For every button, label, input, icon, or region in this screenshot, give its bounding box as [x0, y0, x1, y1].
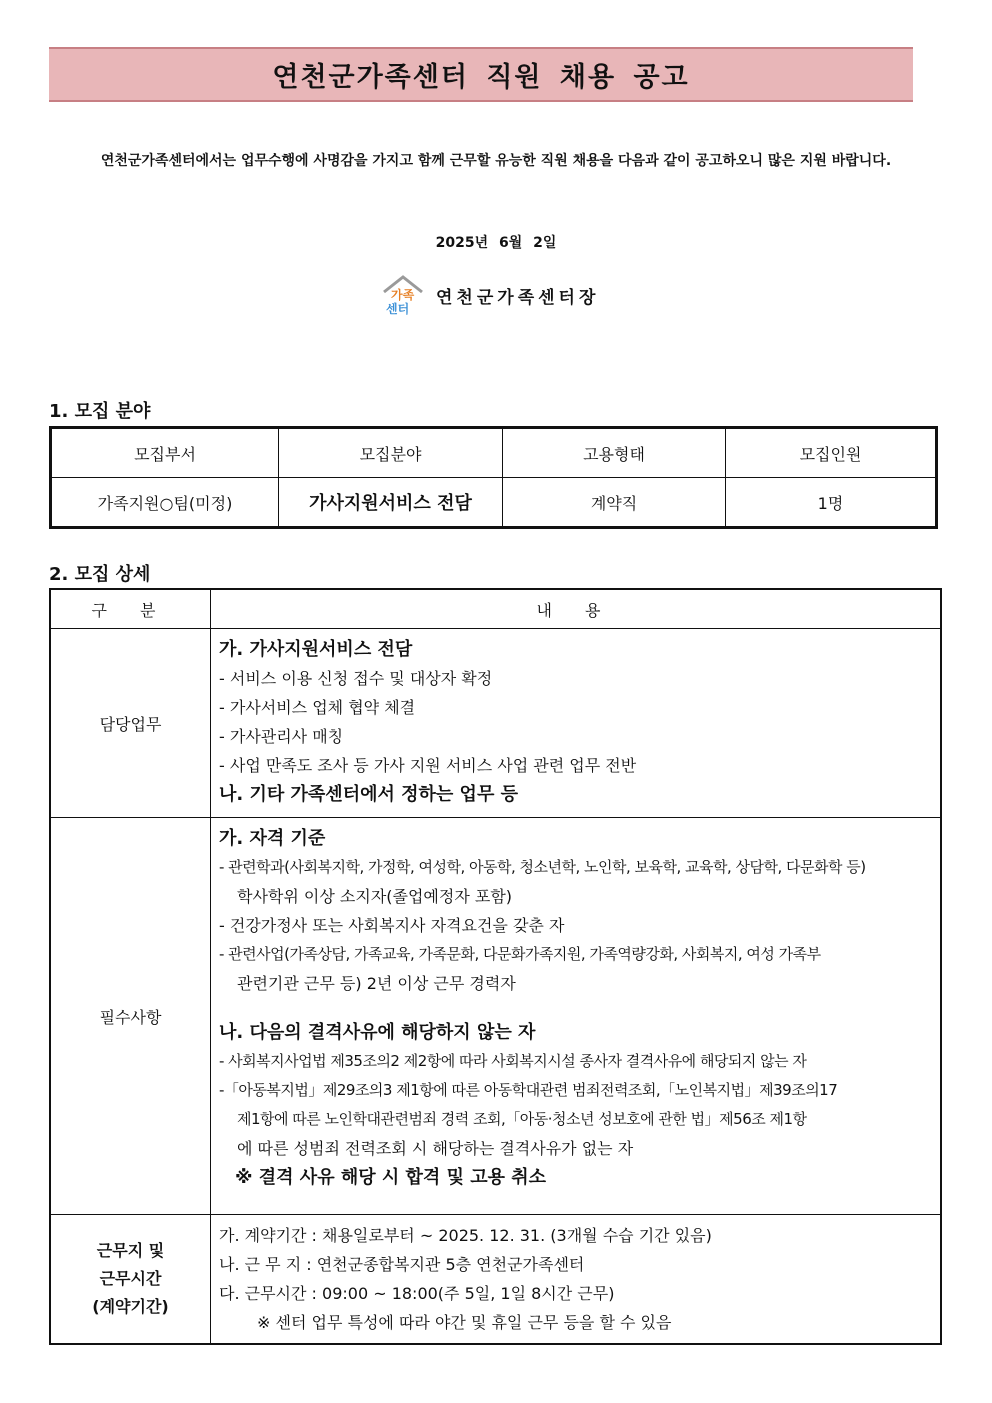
header-cell: 구 분 — [50, 589, 211, 629]
intro-text: 연천군가족센터에서는 업무수행에 사명감을 가지고 함께 근무할 유능한 직원 채용을 다음과 같이 공고하오니 많은 지원 바랍니다. — [100, 153, 892, 169]
list-item: - 가사서비스 업체 협약 체결 — [219, 698, 416, 717]
table-header-row — [51, 428, 937, 478]
row-label-line: 근무지 및 — [96, 1241, 165, 1260]
list-item: 나. 근 무 지 : 연천군종합복지관 5층 연천군가족센터 — [219, 1255, 585, 1274]
page-title: 연천군가족센터 직원 채용 공고 — [272, 62, 690, 93]
spacer — [219, 998, 932, 1018]
header-cell: 모집인원 — [726, 428, 937, 478]
row-label: 필수사항 — [50, 818, 211, 1215]
table-cell: 가족지원○팀(미정) — [51, 478, 279, 528]
duties-content — [211, 629, 942, 818]
row-label-line: 근무시간 — [99, 1269, 162, 1288]
table-cell: 1명 — [726, 478, 937, 528]
row-label-line: (계약기간) — [92, 1297, 169, 1316]
requirements-content — [211, 818, 942, 1215]
logo-text-bottom: 센터 — [386, 302, 410, 316]
table-cell: 가사지원서비스 전담 — [279, 478, 503, 528]
list-item: -「아동복지법」제29조의3 제1항에 따른 아동학대관련 범죄전력조회,「노인복지법」제39조의17 — [219, 1081, 838, 1099]
workplace-content — [211, 1215, 942, 1345]
announcement-date: 2025년 6월 2일 — [435, 235, 557, 251]
section2-title: 2. 모집 상세 — [49, 564, 151, 585]
duties-heading-b: 나. 기타 가족센터에서 정하는 업무 등 — [219, 784, 518, 805]
list-item: 관련기관 근무 등) 2년 이상 근무 경력자 — [237, 974, 516, 993]
table-cell: 계약직 — [503, 478, 726, 528]
duties-heading-a: 가. 가사지원서비스 전담 — [219, 639, 413, 660]
recruitment-detail-table — [49, 588, 942, 1345]
list-item: - 사업 만족도 조사 등 가사 지원 서비스 사업 관련 업무 전반 — [219, 756, 637, 775]
list-item: 다. 근무시간 : 09:00 ~ 18:00(주 5일, 1일 8시간 근무) — [219, 1284, 615, 1303]
signer-name: 연천군가족센터장 — [436, 287, 600, 308]
header-cell: 모집분야 — [279, 428, 503, 478]
requirements-heading-a: 가. 자격 기준 — [219, 828, 326, 849]
table-row-duties — [50, 629, 941, 818]
header-cell: 내 용 — [211, 589, 942, 629]
header-cell: 고용형태 — [503, 428, 726, 478]
list-item: 제1항에 따른 노인학대관련범죄 경력 조회,「아동·청소년 성보호에 관한 법」제56조 제1항 — [237, 1110, 807, 1128]
table-header-row — [50, 589, 941, 629]
list-item: - 관련사업(가족상담, 가족교육, 가족문화, 다문화가족지원, 가족역량강화, 사회복지, 여성 가족부 — [219, 945, 821, 963]
signer-block — [380, 272, 599, 318]
requirements-heading-b: 나. 다음의 결격사유에 해당하지 않는 자 — [219, 1022, 536, 1043]
list-item: - 사회복지사업법 제35조의2 제2항에 따라 사회복지시설 종사자 결격사유에 해당되지 않는 자 — [219, 1052, 807, 1070]
title-banner — [49, 47, 913, 102]
family-center-logo — [380, 272, 426, 318]
table-row — [51, 478, 937, 528]
list-item: 가. 계약기간 : 채용일로부터 ~ 2025. 12. 31. (3개월 수습 기간 있음) — [219, 1226, 712, 1245]
list-item: - 관련학과(사회복지학, 가정학, 여성학, 아동학, 청소년학, 노인학, 보육학, 교육학, 상담학, 다문화학 등) — [219, 858, 866, 876]
recruitment-field-table — [49, 426, 938, 529]
list-item: - 건강가정사 또는 사회복지사 자격요건을 갖춘 자 — [219, 916, 565, 935]
logo-text-top: 가족 — [391, 288, 415, 302]
list-item: - 서비스 이용 신청 접수 및 대상자 확정 — [219, 669, 493, 688]
table-row-workplace — [50, 1215, 941, 1345]
list-item: - 가사관리사 매칭 — [219, 727, 344, 746]
house-icon — [380, 272, 426, 318]
list-item: 학사학위 이상 소지자(졸업예정자 포함) — [237, 887, 513, 906]
list-item: 에 따른 성범죄 전력조회 시 해당하는 결격사유가 없는 자 — [237, 1139, 634, 1158]
row-label: 담당업무 — [50, 629, 211, 818]
row-label — [50, 1215, 211, 1345]
table-row-requirements — [50, 818, 941, 1215]
workplace-note: ※ 센터 업무 특성에 따라 야간 및 휴일 근무 등을 할 수 있음 — [257, 1313, 672, 1332]
header-cell: 모집부서 — [51, 428, 279, 478]
disqualification-note: ※ 결격 사유 해당 시 합격 및 고용 취소 — [235, 1167, 547, 1188]
section1-title: 1. 모집 분야 — [49, 401, 151, 422]
